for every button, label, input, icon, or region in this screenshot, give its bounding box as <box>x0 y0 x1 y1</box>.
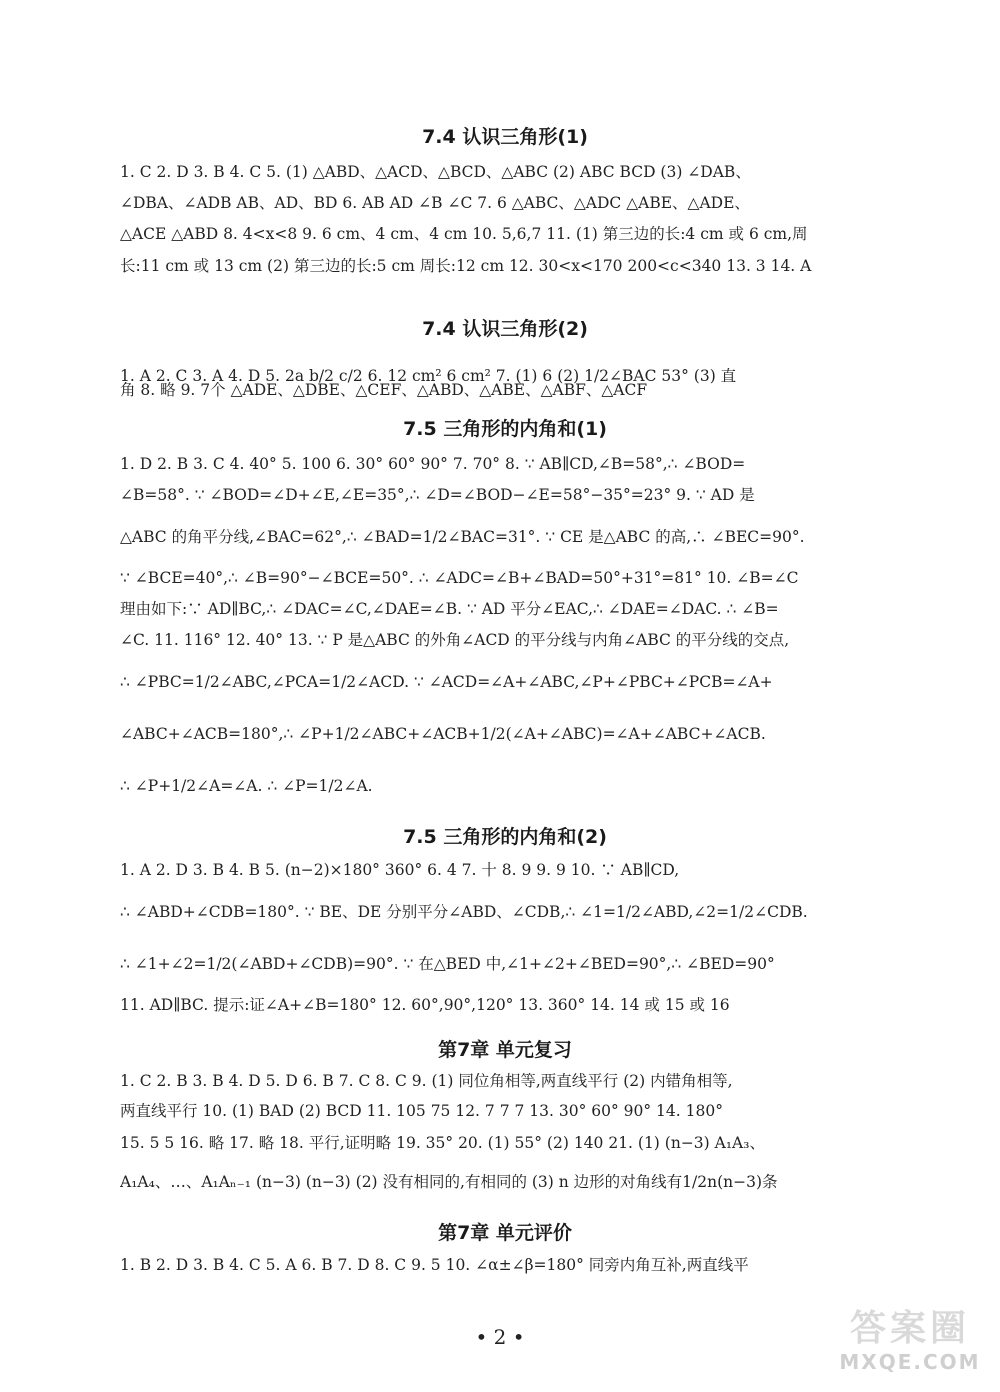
answer-line: ∠DBA、∠ADB AB、AD、BD 6. AB AD ∠B ∠C 7. 6 △ABC、△ADC △ABE、△ADE、 <box>120 194 750 212</box>
answer-line: △ACE △ABD 8. 4<x<8 9. 6 cm、4 cm、4 cm 10. 5,6,7 11. (1) 第三边的长:4 cm 或 6 cm,周 <box>120 225 808 243</box>
answer-line: 1. C 2. B 3. B 4. D 5. D 6. B 7. C 8. C 9. (1) 同位角相等,两直线平行 (2) 内错角相等, <box>120 1072 733 1090</box>
answer-line: 1. A 2. C 3. A 4. D 5. 2a b/2 c/2 6. 12 cm² 6 cm² 7. (1) 6 (2) 1/2∠BAC 53° (3) 直 <box>120 367 737 385</box>
answer-line: ∠ABC+∠ACB=180°,∴ ∠P+1/2∠ABC+∠ACB+1/2(∠A+∠ABC)=∠A+∠ABC+∠ACB. <box>120 725 766 743</box>
answer-line: 1. B 2. D 3. B 4. C 5. A 6. B 7. D 8. C 9. 5 10. ∠α±∠β=180° 同旁内角互补,两直线平 <box>120 1256 749 1274</box>
answer-line: 1. C 2. D 3. B 4. C 5. (1) △ABD、△ACD、△BCD、△ABC (2) ABC BCD (3) ∠DAB、 <box>120 163 751 181</box>
watermark-text: 答案圈 <box>849 1308 970 1349</box>
answer-line: 11. AD∥BC. 提示:证∠A+∠B=180° 12. 60°,90°,120° 13. 360° 14. 14 或 15 或 16 <box>120 996 730 1014</box>
answer-line: A₁A₄、…、A₁Aₙ₋₁ (n−3) (n−3) (2) 没有相同的,有相同的 (3) n 边形的对角线有1/2n(n−3)条 <box>120 1173 778 1191</box>
answer-line: ∴ ∠P+1/2∠A=∠A. ∴ ∠P=1/2∠A. <box>120 777 373 795</box>
answer-line: ∵ ∠BCE=40°,∴ ∠B=90°−∠BCE=50°. ∴ ∠ADC=∠B+∠BAD=50°+31°=81° 10. ∠B=∠C <box>120 569 799 587</box>
answer-line: ∠B=58°. ∵ ∠BOD=∠D+∠E,∠E=35°,∴ ∠D=∠BOD−∠E=58°−35°=23° 9. ∵ AD 是 <box>120 486 755 504</box>
section-title: 7.5 三角形的内角和(1) <box>403 418 607 440</box>
watermark-url: MXQE.COM <box>839 1350 981 1374</box>
section-title: 第7章 单元评价 <box>438 1222 572 1244</box>
answer-line: 1. A 2. D 3. B 4. B 5. (n−2)×180° 360° 6. 4 7. 十 8. 9 9. 9 10. ∵ AB∥CD, <box>120 861 680 879</box>
answer-line: 15. 5 5 16. 略 17. 略 18. 平行,证明略 19. 35° 20. (1) 55° (2) 140 21. (1) (n−3) A₁A₃、 <box>120 1134 765 1152</box>
answer-line: ∴ ∠ABD+∠CDB=180°. ∵ BE、DE 分别平分∠ABD、∠CDB,∴ ∠1=1/2∠ABD,∠2=1/2∠CDB. <box>120 903 808 921</box>
answer-line: ∴ ∠PBC=1/2∠ABC,∠PCA=1/2∠ACD. ∵ ∠ACD=∠A+∠ABC,∠P+∠PBC+∠PCB=∠A+ <box>120 673 773 691</box>
watermark-logo <box>825 1300 995 1388</box>
answer-line: 两直线平行 10. (1) BAD (2) BCD 11. 105 75 12. 7 7 7 13. 30° 60° 90° 14. 180° <box>120 1102 723 1120</box>
section-title: 7.4 认识三角形(1) <box>422 126 588 148</box>
section-title: 7.4 认识三角形(2) <box>422 318 588 340</box>
page-number: • 2 • <box>475 1325 525 1349</box>
answer-line: ∴ ∠1+∠2=1/2(∠ABD+∠CDB)=90°. ∵ 在△BED 中,∠1+∠2+∠BED=90°,∴ ∠BED=90° <box>120 955 775 973</box>
answer-line: △ABC 的角平分线,∠BAC=62°,∴ ∠BAD=1/2∠BAC=31°. ∵ CE 是△ABC 的高,∴ ∠BEC=90°. <box>120 528 805 546</box>
answer-line: 角 8. 略 9. 7个 △ADE、△DBE、△CEF、△ABD、△ABE、△ABF、△ACF <box>120 381 648 399</box>
section-title: 7.5 三角形的内角和(2) <box>403 826 607 848</box>
section-title: 第7章 单元复习 <box>438 1039 572 1061</box>
answer-line: 理由如下:∵ AD∥BC,∴ ∠DAC=∠C,∠DAE=∠B. ∵ AD 平分∠EAC,∴ ∠DAE=∠DAC. ∴ ∠B= <box>120 600 779 618</box>
answer-line: 长:11 cm 或 13 cm (2) 第三边的长:5 cm 周长:12 cm 12. 30<x<170 200<c<340 13. 3 14. A <box>120 257 812 275</box>
answer-line: ∠C. 11. 116° 12. 40° 13. ∵ P 是△ABC 的外角∠ACD 的平分线与内角∠ABC 的平分线的交点, <box>120 631 790 649</box>
answer-line: 1. D 2. B 3. C 4. 40° 5. 100 6. 30° 60° 90° 7. 70° 8. ∵ AB∥CD,∠B=58°,∴ ∠BOD= <box>120 455 746 473</box>
